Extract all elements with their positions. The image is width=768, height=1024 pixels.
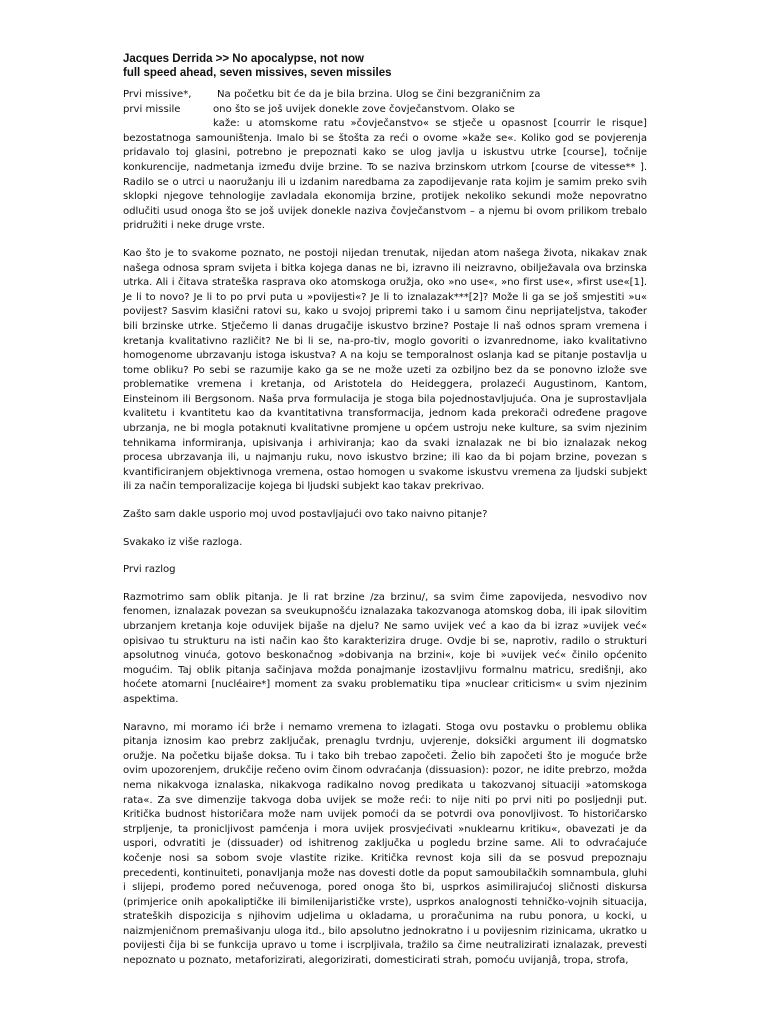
paragraph-4: Svakako iz više razloga.	[123, 536, 243, 548]
section-heading-prvi-razlog: Prvi razlog	[123, 564, 176, 576]
document-title-line-2: full speed ahead, seven missives, seven missiles	[123, 67, 392, 79]
intro-label-missile: prvi missile	[123, 103, 181, 115]
paragraph-2: Kao što je to svakome poznato, ne postoji nijedan trenutak, nijedan atom našega života, nikakav znak našega odnosa spram svijeta i bitka kojega danas ne bi, izravno ili neizravno, obilježavala ova brzinska utrka. Ali i čitava strateška rasprava oko atomskoga oružja, oko »no use«, »no first use«, »first use«[1]. Je li to novo? Je li to po prvi puta u »povijesti«? Je li to iznalazak***[2]? Može li ga se još smjestiti »u« povijest? Sasvim klasični ratovi su, kako u svojoj pripremi tako i u samom činu neprijateljstva, također bili brzinske utrke. Stječemo li danas drugačije iskustvo brzine? Postaje li naš odnos spram vremena i kretanja kvalitativno različit? Ne bi li se, na-pro-tiv, moglo govoriti o izvanrednome, iako kvalitativno homogenome ubrzavanju istoga iskustva? A na koju se temporalnost oslanja kad se pitanje postavlja u tome obliku? Po sebi se razumije kako ga se ne može uzeti za ozbiljno bez da se ponovno izlože sve problematike vremena i kretanja, od Aristotela do Heideggera, prolazeći Augustinom, Kantom, Einsteinom ili Bergsonom. Naša prva formulacija je stoga bila pojednostavljujuća. Ona je suprostavljala kvalitetu i kvantitetu kao da kvantitativna transformacija, jednom kada prekorači određene pragove ubrzanja, ne bi mogla potaknuti kvalitativne promjene u općem ustroju neke kulture, sa svim njezinim tehnikama informiranja, upisivanja i arhiviranja; kao da svaki iznalazak ne bi bio iznalazak nekog procesa ubrzavanja ili, u najmanju ruku, novo iskustvo brzine; ili kao da bi pojam brzine, povezan s kvantificiranjem objektivnoga vremena, ostao homogen u svakome iskustvu vremena za ljudski subjekt ili za način temporalizacije kojega bi ljudski subjekt kao takav prekrivao.	[123, 247, 647, 493]
intro-label-missive: Prvi missive*,	[123, 89, 192, 100]
intro-block	[123, 88, 647, 234]
document-title-line-1: Jacques Derrida >> No apocalypse, not now	[123, 53, 364, 65]
intro-line-1: Na početku bit će da je bila brzina. Ulog se čini bezgraničnim za	[217, 89, 541, 100]
intro-side-labels	[123, 88, 191, 117]
paragraph-6: Razmotrimo sam oblik pitanja. Je li rat brzine /za brzinu/, sa svim čime zapovijeda, nesvodivo nov fenomen, iznalazak povezan sa sveukupnošću iznalazaka takozvanoga atomskog doba, ili ipak silovitim ubrzanjem kretanja koje oduvijek bijaše na djelu? Ne samo uvijek već a kao da bi izraz »uvijek već« opisivao tu strukturu na isti način kao što karakterizira druge. Ovdje bi se, naprotiv, radilo o strukturi apsolutnog vinuća, gotovo beskonačnog »dobivanja na brzini«, koje bi »uvijek već« činilo općenito mogućim. Taj oblik pitanja sačinjava možda ponajmanje izostavljivu formalnu matricu, središnji, ako hoćete atomarni [nucléaire*] moment za svaku problematiku tipa »nuclear criticism« u svim njezinim aspektima.	[123, 591, 647, 705]
paragraph-3: Zašto sam dakle usporio moj uvod postavljajući ovo tako naivno pitanje?	[123, 509, 488, 521]
intro-paragraph-rest: bezostatnoga samouništenja. Imalo bi se štošta za reći o ovome »kaže se«. Koliko god se povjerenja pridavalo toj glasini, potrebno je prepoznati kako se ulog javlja u iskustvu utrke [course], točnije konkurencije, nadmetanja između dvije brzine. To se naziva brzinskom utrkom [course de vitesse** ]. Radilo se o utrci u naoružanju ili u izdanim naredbama za zapodijevanje rata kojim je samim preko svih sklopki njegove tehnologije zavladala ekonomija brzine, protijek nekoliko sekundi može nepovratno odlučiti usud onoga što se još uvijek donekle naziva čovječanstvom – a njemu bi ovom prilikom trebalo pridružiti i neke druge vrste.	[123, 132, 647, 232]
intro-line-3: kaže: u atomskome ratu »čovječanstvo« se stječe u opasnost [courrir le risque]	[213, 118, 647, 130]
intro-line-2: ono što se još uvijek donekle zove čovječanstvom. Olako se	[213, 103, 515, 115]
paragraph-7: Naravno, mi moramo ići brže i nemamo vremena to izlagati. Stoga ovu postavku o problemu oblika pitanja iznosim kao prebrz zaključak, prenaglu tvrdnju, uvjerenje, doksički argument ili dogmatsko oružje. Na početku bijaše doksa. Tu i tako bih trebao započeti. Želio bih započeti što je moguće brže ovim upozorenjem, drukčije rečeno ovim činom odvraćanja (dissuasion): pozor, ne idite prebrzo, možda nema nikakvoga iznalaska, nikakvoga radikalno novog predikata u takozvanoj situaciji »atomskoga rata«. Za sve dimenzije takvoga doba uvijek se može reći: to nije niti po prvi niti po posljednji put. Kritička budnost historičara može nam uvijek pomoći da se potvrdi ova ponovljivost. To historičarsko strpljenje, ta pronicljivost pamćenja i mora uvijek prosvjećivati »nuklearnu kritiku«, obavezati je da uspori, odvratiti je (dissuader) od ishitrenog zaključka u pogledu brzine same. Ali to odvraćajuće kočenje nosi sa sobom svoje vlastite rizike. Kritička revnost koja sili da se posvud prepoznaju precedenti, kontinuiteti, ponavljanja može nas dovesti dotle da poput samoubilačkih somnambula, gluhi i slijepi, prođemo pored nečuvenoga, pored onoga što bi, usprkos asimilirajućoj sličnosti diskursa (primjerice onih apokaliptičke ili bimilenijarističke vrste), usprkos analognosti tehničko-vojnih situacija, strateških dispozicija s njihovim udjelima u okladama, u proračunima na rubu ponora, u kocki, u naizmjeničnom premašivanju uloga itd., bilo apsolutno jednokratno i u povijesnim rizinicama, ukratko u povijesti čija bi se funkcija upravo u tome i iscrpljivala, tražilo sa čime neutralizirati iznalazak, prevesti nepoznato u poznato, metaforizirati, alegorizirati, domesticirati strah, pomoću uvijanjâ, tropa, strofa,	[123, 721, 647, 967]
